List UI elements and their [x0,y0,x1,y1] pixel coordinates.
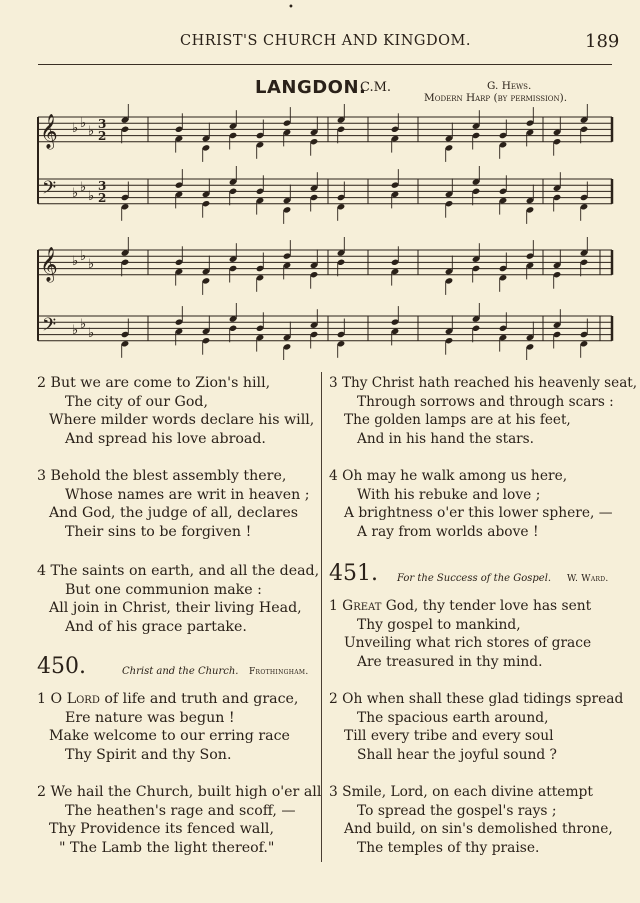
flat-icon: ♭ [80,180,87,195]
flat-icon: ♭ [88,257,95,272]
right-stanza-4: 4 Oh may he walk among us here, With his rebuke and love ; A brightness o'er this lower sphere, — A ray from worlds above ! [329,468,613,540]
time-signature: 2 [98,191,107,205]
hymn-450-stanza-1: 1 O Lord of life and truth and grace, Ere nature was begun ! Make welcome to our erring race Thy Spirit and thy Son. [37,691,299,763]
flat-icon: ♭ [88,189,95,204]
hymn-450-number: 450. [37,654,86,679]
note-heads [121,104,589,360]
hymn-451-number: 451. [329,561,378,586]
left-stanza-4: 4 The saints on earth, and all the dead, But one communion make : All join in Christ, their living Head, And of his grace partake. [37,563,320,635]
hymn-450-title: Christ and the Church. [122,666,239,677]
staff-lines [38,117,612,341]
flat-icon: ♭ [80,116,87,131]
right-stanza-3: 3 Thy Christ hath reached his heavenly seat, Through sorrows and through scars : The golden lamps are at his feet, And in his hand the stars. [329,375,638,447]
tune-source: Modern Harp (by permission). [424,92,568,104]
page-number: 189 [585,31,620,52]
flat-icon: ♭ [88,124,95,139]
flat-icon: ♭ [80,249,87,264]
hymn-450-author: Frothingham. [249,667,309,677]
time-signature: 2 [98,129,107,143]
ornament: • [288,2,294,13]
column-divider [321,372,322,862]
time-signature: 3 [98,117,107,131]
tune-composer: G. Hews. [487,80,532,92]
hymn-451-stanza-3: 3 Smile, Lord, on each divine attempt To spread the gospel's rays ; And build, on sin's demolished throne, The temples of thy praise. [329,784,613,856]
left-stanza-3: 3 Behold the blest assembly there, Whose names are writ in heaven ; And God, the judge of all, declares Their sins to be forgiven ! [37,468,310,540]
hymn-451-author: W. Ward. [567,574,609,584]
flat-icon: ♭ [72,323,79,338]
tune-meter: C.M. [360,80,392,95]
running-title: CHRIST'S CHURCH AND KINGDOM. [180,33,471,49]
hymn-451-stanza-2: 2 Oh when shall these glad tidings spread The spacious earth around, Till every tribe and every soul Shall hear the joyful sound ? [329,691,624,763]
tune-name: LANGDON. [255,77,367,98]
clefs [40,114,106,341]
treble-clef-icon: 𝄞 [40,247,58,282]
music-score [0,0,640,360]
flat-icon: ♭ [88,326,95,341]
bass-clef-icon: 𝄢 [42,315,57,340]
flat-icon: ♭ [72,121,79,136]
flat-icon: ♭ [72,254,79,269]
hymn-450-stanza-2: 2 We hail the Church, built high o'er all The heathen's rage and scoff, — Thy Providence its fenced wall, " The Lamb the light thereof." [37,784,322,856]
flat-icon: ♭ [80,317,87,332]
time-signature: 3 [98,179,107,193]
hymn-451-title: For the Success of the Gospel. [397,573,552,584]
treble-clef-icon: 𝄞 [40,114,58,149]
left-stanza-2: 2 But we are come to Zion's hill, The city of our God, Where milder words declare his will, And spread his love abroad. [37,375,315,447]
bass-clef-icon: 𝄢 [42,178,57,203]
hymn-451-stanza-1: 1 Great God, thy tender love has sent Thy gospel to mankind, Unveiling what rich stores of grace Are treasured in thy mind. [329,598,592,670]
flat-icon: ♭ [72,186,79,201]
